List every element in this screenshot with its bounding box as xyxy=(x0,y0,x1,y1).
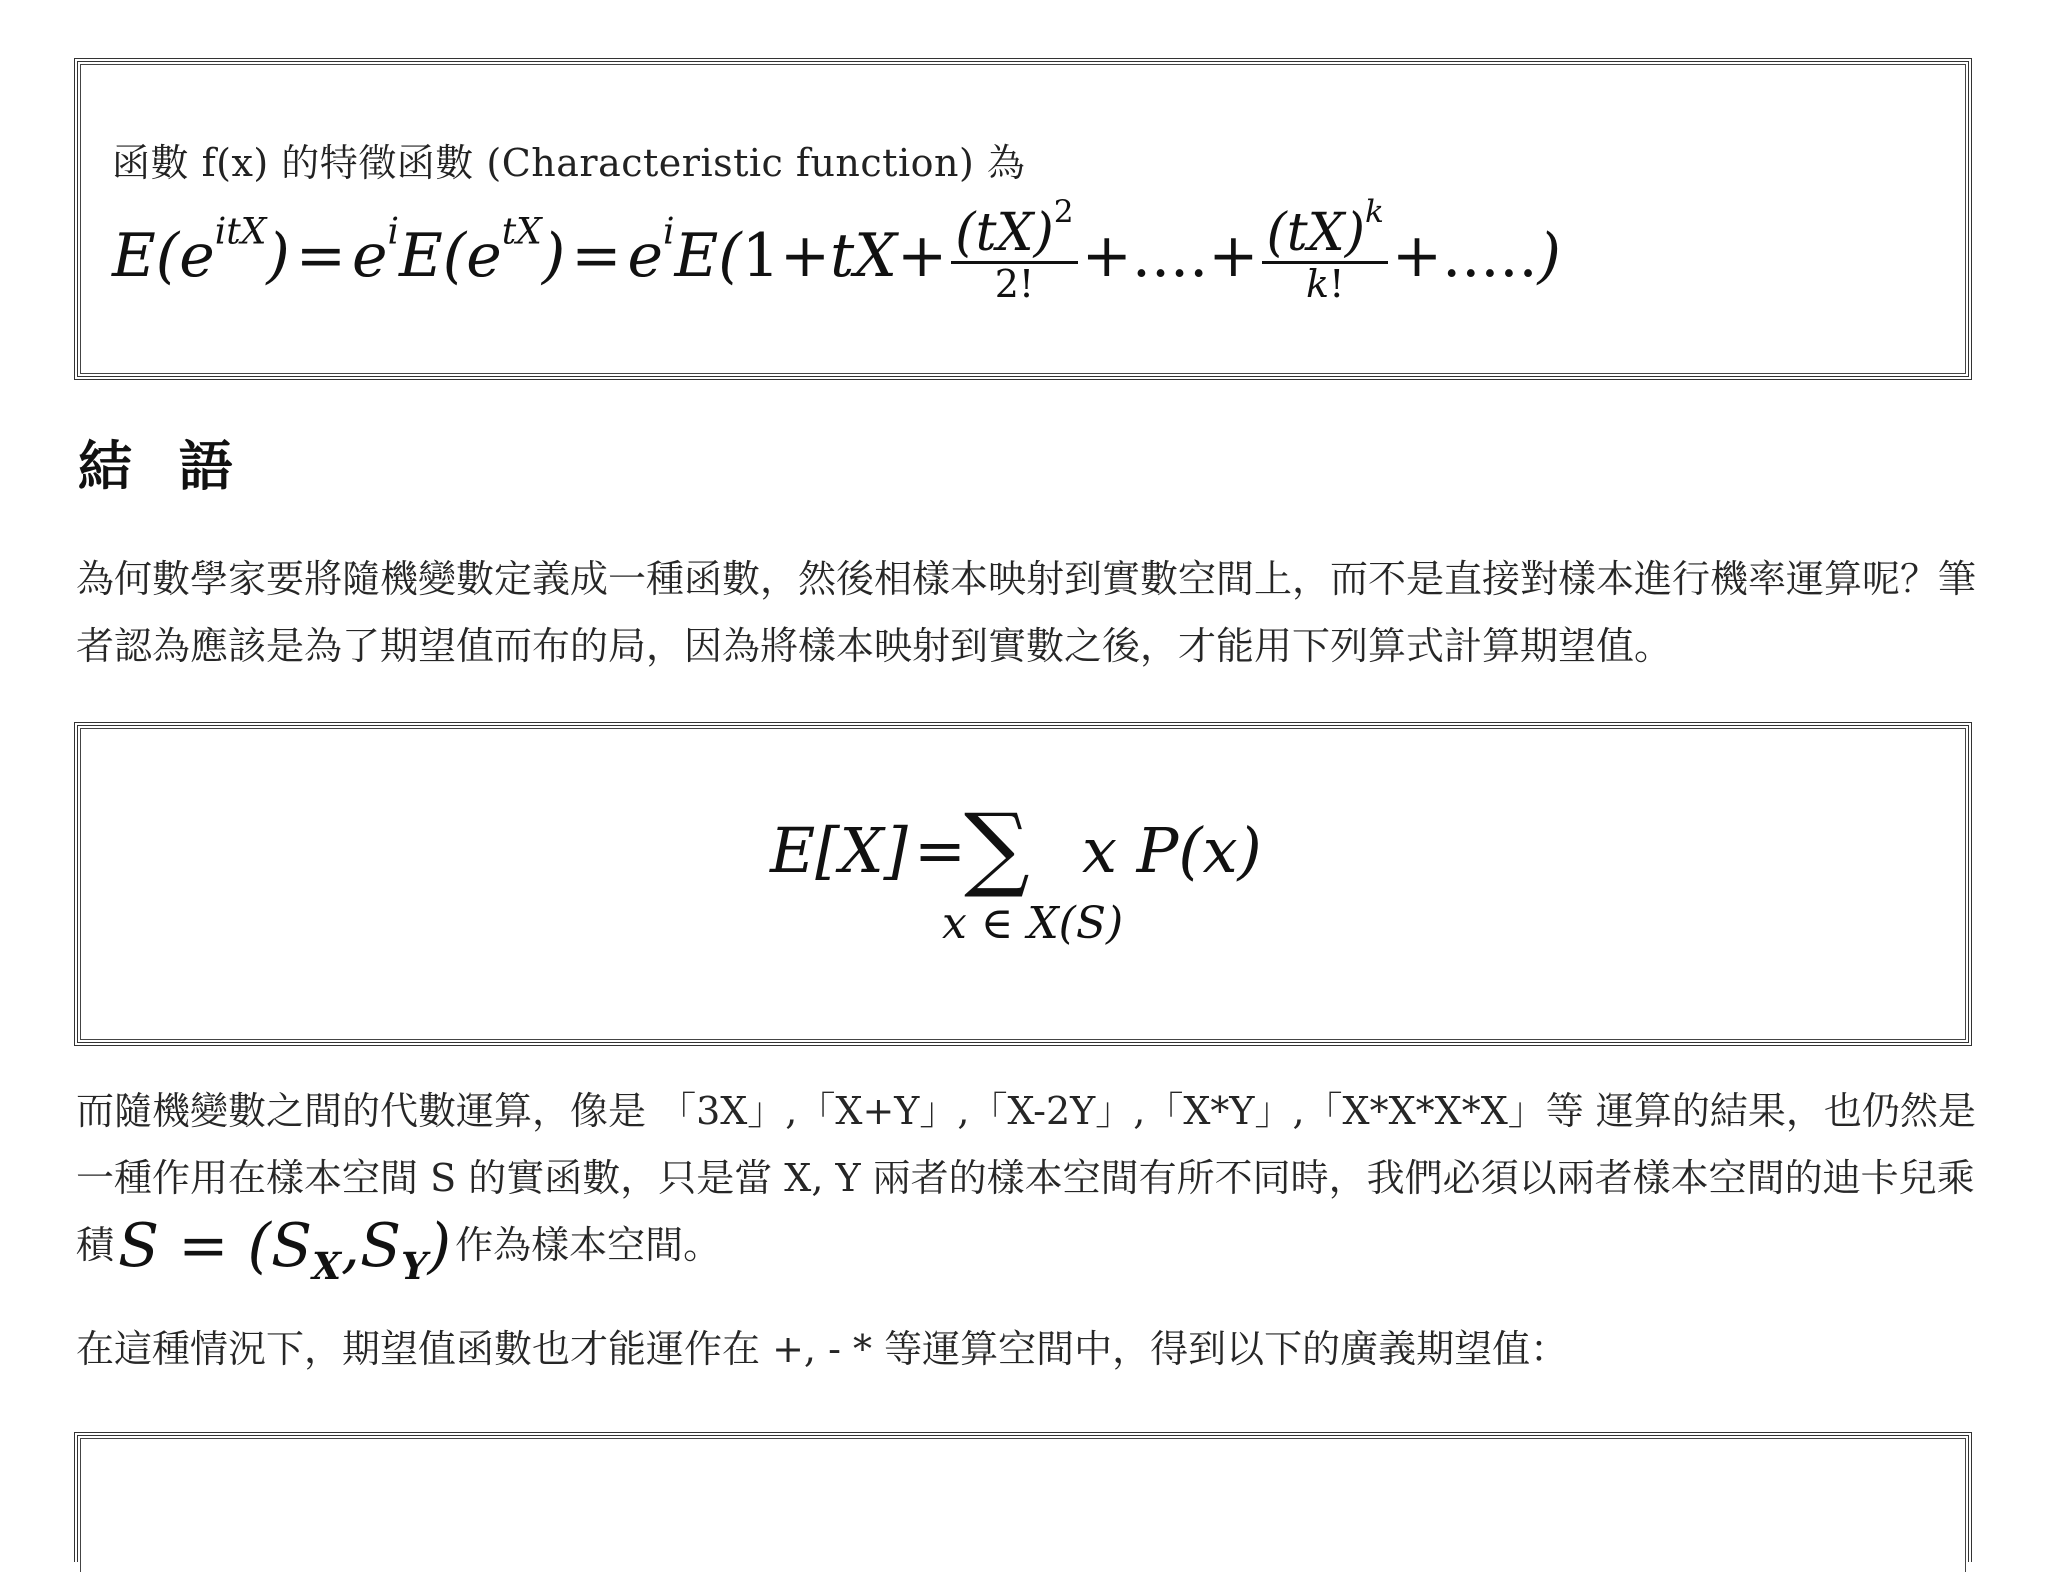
paragraph-2-text-after: 作為樣本空間。 xyxy=(455,1223,722,1267)
cartesian-product-formula: $S = (S_X,S_Y)$ xyxy=(118,1211,452,1289)
conclusion-paragraph-1: 為何數學家要將隨機變數定義成一種函數，然後相樣本映射到實數空間上，而不是直接對樣本進行機率運算呢？筆者認為應該是為了期望值而布的局，因為將樣本映射到實數之後，才能用下列算式計算期望值。 xyxy=(76,557,1977,668)
conclusion-paragraph-3: 在這種情況下，期望值函數也才能運作在 +, - * 等運算空間中，得到以下的廣義期望值： xyxy=(76,1327,1569,1371)
expectation-formula: E[X] = ∑ x P(x) x ∈ X(S) xyxy=(770,794,1262,949)
characteristic-intro-text: 函數 f(x) 的特徵函數 (Characteristic function) 為 xyxy=(112,141,1026,185)
paragraph-2-text-before: 而隨機變數之間的代數運算，像是 「3X」,「X+Y」,「X-2Y」,「X*Y」,「X*X*X*X」等 運算的結果，也仍然是一種作用在樣本空間 S 的實函數，只是當 X, Y 兩者的樣本空間有所不同時，我們必須以兩者樣本空間的迪卡兒乘積 xyxy=(76,1089,1976,1267)
characteristic-function-formula: $E(e^{itX})$ = $e^iE(e^{tX})$ = $e^iE(1+tX+$ $\frac{(tX)^2}{2!}$ +....+ $\frac{(tX)^k}{k!}$ +.....) xyxy=(112,194,1561,306)
formula-box-generalized-expectation xyxy=(74,1432,1972,1562)
conclusion-heading: 結 語 xyxy=(78,435,247,498)
conclusion-paragraph-2 xyxy=(76,1078,1996,1300)
